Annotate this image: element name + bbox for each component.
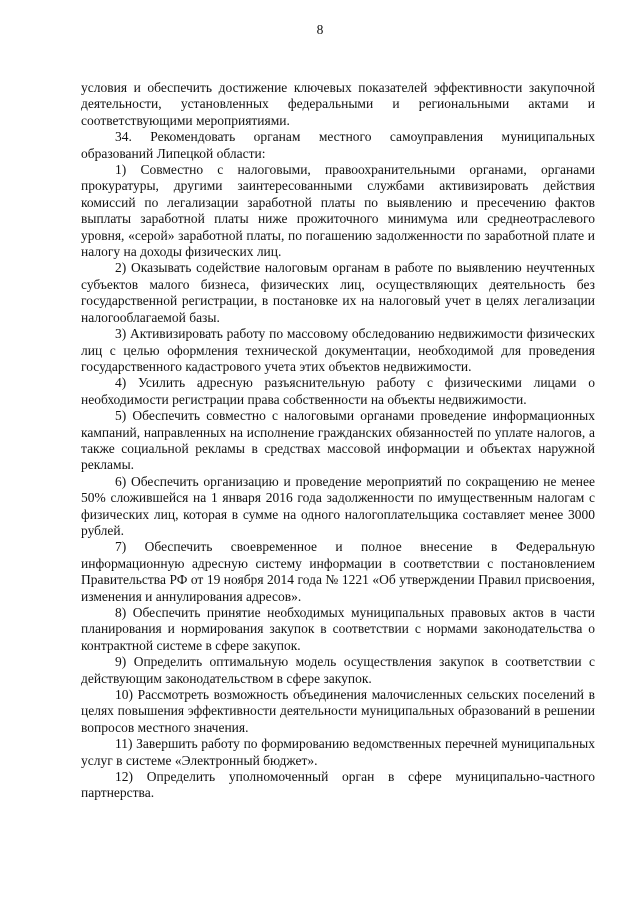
paragraph-subitem-11: 11) Завершить работу по формированию ведомственных перечней муниципальных услуг в системе «Электронный бюджет».	[81, 736, 595, 768]
paragraph-continuation: условия и обеспечить достижение ключевых показателей эффективности закупочной деятельности, установленных федеральными и региональными актами и соответствующими мероприятиями.	[81, 80, 595, 128]
paragraph-item-34: 34. Рекомендовать органам местного самоуправления муниципальных образований Липецкой области:	[81, 129, 595, 161]
paragraph-subitem-9: 9) Определить оптимальную модель осуществления закупок в соответствии с действующим законодательством в сфере закупок.	[81, 654, 595, 686]
paragraph-subitem-10: 10) Рассмотреть возможность объединения малочисленных сельских поселений в целях повышения эффективности деятельности муниципальных образований в решении вопросов местного значения.	[81, 687, 595, 735]
paragraph-subitem-4: 4) Усилить адресную разъяснительную работу с физическими лицами о необходимости регистрации права собственности на объекты недвижимости.	[81, 375, 595, 407]
paragraph-subitem-2: 2) Оказывать содействие налоговым органам в работе по выявлению неучтенных субъектов малого бизнеса, физических лиц, осуществляющих деятельность без государственной регистрации, в постановке их на налоговый учет в целях легализации налогооблагаемой базы.	[81, 260, 595, 325]
page-number: 8	[316, 22, 324, 37]
paragraph-subitem-6: 6) Обеспечить организацию и проведение мероприятий по сокращению не менее 50% сложившейся на 1 января 2016 года задолженности по имущественным налогам с физических лиц, которая в сумме на одного налогоплательщика составляет менее 3000 рублей.	[81, 473, 595, 538]
paragraph-subitem-5: 5) Обеспечить совместно с налоговыми органами проведение информационных кампаний, направленных на исполнение гражданских обязанностей по уплате налогов, а также социальной рекламы в средствах массовой информации и объектах наружной рекламы.	[81, 408, 595, 473]
document-body	[81, 80, 595, 802]
paragraph-subitem-7: 7) Обеспечить своевременное и полное внесение в Федеральную информационную адресную систему информации в соответствии с постановлением Правительства РФ от 19 ноября 2014 года № 1221 «Об утверждении Правил присвоения, изменения и аннулирования адресов».	[81, 539, 595, 604]
paragraph-subitem-8: 8) Обеспечить принятие необходимых муниципальных правовых актов в части планирования и нормирования закупок в соответствии с нормами законодательства о контрактной системе в сфере закупок.	[81, 605, 595, 653]
paragraph-subitem-12: 12) Определить уполномоченный орган в сфере муниципально-частного партнерства.	[81, 769, 595, 801]
paragraph-subitem-1: 1) Совместно с налоговыми, правоохранительными органами, органами прокуратуры, другими заинтересованными службами активизировать действия комиссий по легализации заработной платы по выявлению и пресечению фактов выплаты заработной платы ниже прожиточного минимума или среднеотраслевого уровня, «серой» заработной платы, по погашению задолженности по заработной плате и налогу на доходы физических лиц.	[81, 162, 595, 260]
paragraph-subitem-3: 3) Активизировать работу по массовому обследованию недвижимости физических лиц с целью оформления технической документации, необходимой для проведения государственного кадастрового учета этих объектов недвижимости.	[81, 326, 595, 374]
